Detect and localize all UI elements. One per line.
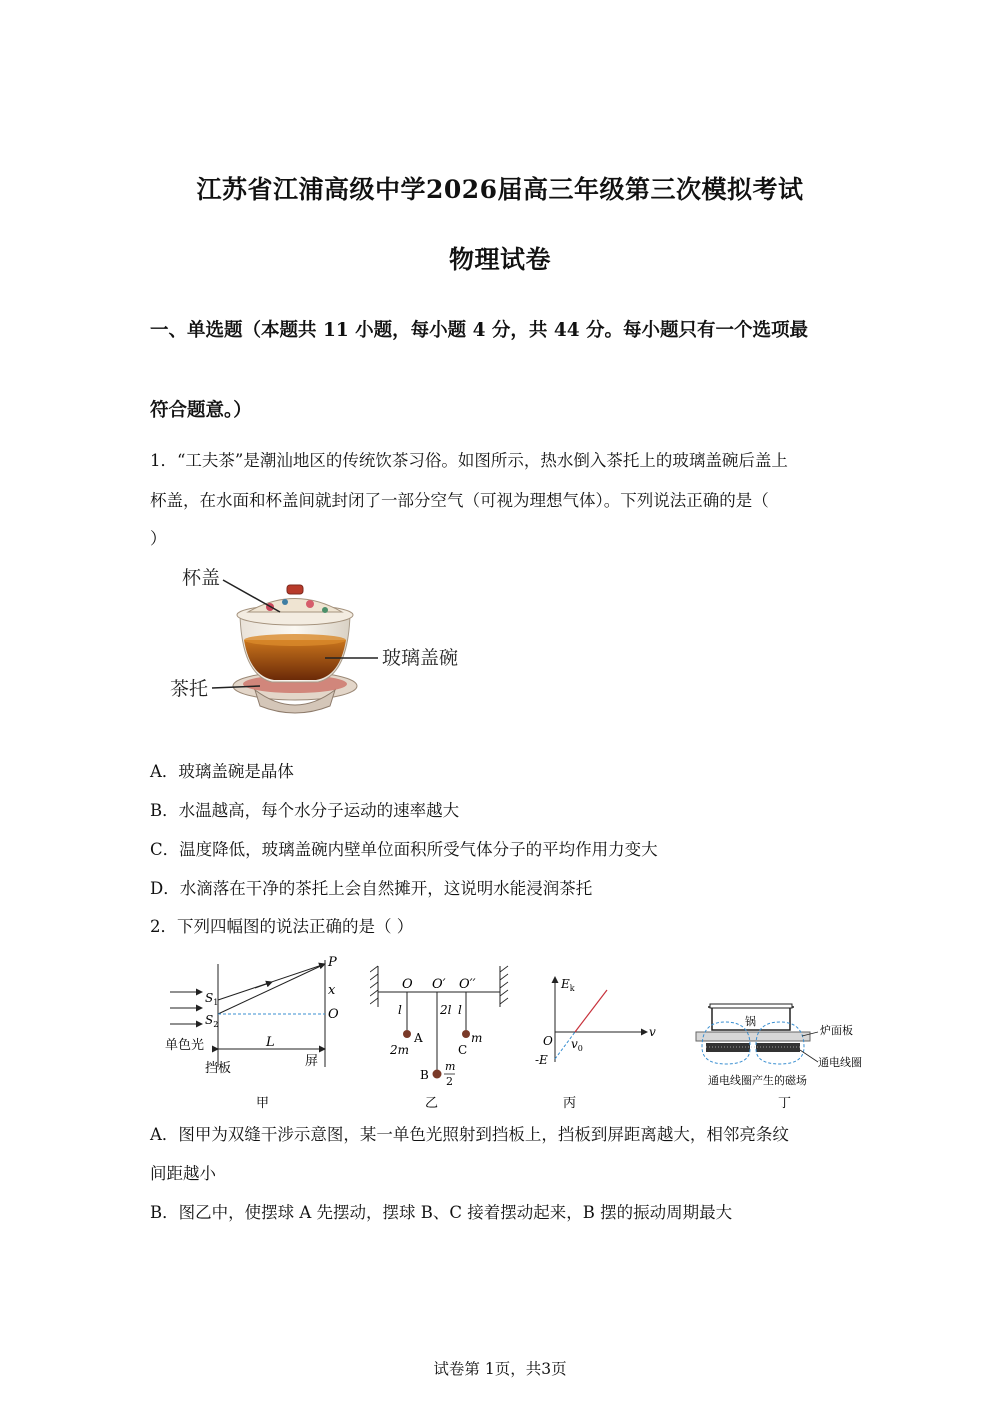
q1-stem-line2: 杯盖，在水面和杯盖间就封闭了一部分空气（可视为理想气体）。下列说法正确的是（	[150, 491, 769, 510]
fig-jia-P: P	[328, 955, 337, 970]
cooker-plate	[696, 1032, 810, 1041]
fig-bing-v0-sub: 0	[577, 1044, 583, 1053]
fig-jia-L: L	[266, 1035, 275, 1050]
q1-option-c: C．温度降低，玻璃盖碗内壁单位面积所受气体分子的平均作用力变大	[150, 840, 658, 859]
fig-jia-x: x	[328, 983, 336, 998]
svg-text:Ek	[560, 977, 575, 993]
q1-option-a: A．玻璃盖碗是晶体	[150, 762, 294, 781]
fig-jia-light: 单色光	[165, 1038, 205, 1053]
fig-ding-field: 通电线圈产生的磁场	[708, 1074, 807, 1087]
fig-yi-O3: O′′	[459, 977, 476, 992]
svg-text:S1	[205, 991, 218, 1007]
svg-text:v0	[571, 1037, 583, 1053]
fig-yi-caption: 乙	[425, 1096, 439, 1111]
fig-bing-ek-v-graph	[525, 952, 665, 1112]
section-heading-line1: 一、单选题（本题共 11 小题，每小题 4 分，共 44 分。每小题只有一个选项最	[150, 320, 809, 341]
coil-left	[706, 1043, 750, 1052]
fig-bing-O: O	[543, 1034, 553, 1048]
q2-option-b: B．图乙中，使摆球 A 先摆动，摆球 B、C 接着摆动起来，B 摆的振动周期最大	[150, 1203, 733, 1222]
q1-option-b: B．水温越高，每个水分子运动的速率越大	[150, 801, 460, 820]
fig-bing-v0: v	[571, 1037, 578, 1051]
fig-jia-O: O	[328, 1007, 339, 1022]
fig-jia-S1: S	[205, 991, 214, 1005]
label-lid: 杯盖	[182, 567, 221, 589]
ek-v-solid-line	[575, 990, 607, 1032]
pendulum-b-bob	[433, 1070, 442, 1079]
fig-yi-pendulums	[370, 952, 510, 1112]
fig-yi-mC: m	[471, 1031, 483, 1045]
fig-bing-negE: -E	[535, 1053, 548, 1067]
fig-yi-A: A	[414, 1031, 423, 1045]
fig-jia-S1-sub: 1	[213, 998, 219, 1007]
fig-jia-double-slit	[160, 952, 360, 1112]
fig-yi-C: C	[458, 1043, 468, 1057]
coil-right	[756, 1043, 800, 1052]
fig-jia-S2-sub: 2	[213, 1020, 219, 1029]
q2-option-a-line1: A．图甲为双缝干涉示意图，某一单色光照射到挡板上，挡板到屏距离越大，相邻亮条纹	[150, 1125, 789, 1144]
fig-yi-l1: l	[398, 1003, 402, 1017]
fig-ding-pot: 锅	[745, 1015, 756, 1028]
fig-yi-O1: O	[402, 977, 413, 992]
fig-ding-caption: 丁	[778, 1096, 792, 1111]
fig-yi-l3: l	[458, 1003, 462, 1017]
q1-option-d: D．水滴落在干净的茶托上会自然摊开，这说明水能浸润茶托	[150, 879, 593, 898]
q1-stem-line1: 1．“工夫茶”是潮汕地区的传统饮茶习俗。如图所示，热水倒入茶托上的玻璃盖碗后盖上	[150, 451, 788, 470]
label-saucer: 茶托	[170, 678, 209, 700]
fig-yi-mB-num: m	[445, 1060, 456, 1073]
fig-jia-board: 挡板	[205, 1061, 232, 1076]
label-bowl: 玻璃盖碗	[382, 647, 459, 669]
fig-jia-screen: 屏	[305, 1054, 319, 1069]
fig-yi-mA: 2m	[390, 1043, 410, 1057]
fig-jia-caption: 甲	[256, 1096, 270, 1111]
fig-jia-S2: S	[205, 1013, 214, 1027]
page-footer: 试卷第 1页，共3页	[433, 1360, 567, 1378]
q2-option-a-line2: 间距越小	[150, 1164, 216, 1183]
pendulum-a-bob	[403, 1030, 411, 1038]
exam-title: 江苏省江浦高级中学2026届高三年级第三次模拟考试	[196, 175, 804, 204]
fig-yi-B: B	[420, 1068, 429, 1082]
fig-bing-caption: 丙	[563, 1096, 577, 1111]
section-heading-line2: 符合题意。）	[150, 400, 252, 421]
fig-bing-Ek-sub: k	[569, 984, 575, 993]
pendulum-c-bob	[462, 1030, 470, 1038]
fig-bing-Ek: E	[561, 977, 570, 991]
fig-bing-v: v	[649, 1025, 656, 1039]
fig-ding-plate: 炉面板	[820, 1024, 853, 1037]
fig-yi-mB-den: 2	[446, 1075, 453, 1088]
fig-yi-l2: 2l	[440, 1003, 452, 1017]
q1-teacup-figure	[160, 560, 480, 725]
fig-yi-O2: O′	[432, 977, 446, 992]
fig-ding-induction-cooker	[690, 952, 875, 1112]
q1-stem-line3: ）	[150, 529, 167, 548]
fig-ding-coil: 通电线圈	[818, 1056, 862, 1069]
exam-subtitle: 物理试卷	[448, 245, 551, 274]
svg-text:S2	[205, 1013, 218, 1029]
q2-stem: 2．下列四幅图的说法正确的是（ ）	[150, 917, 414, 936]
